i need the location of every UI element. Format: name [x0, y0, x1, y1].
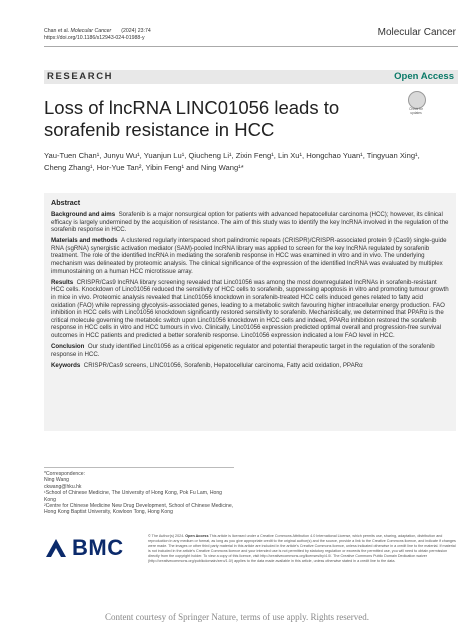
license-copyright: © The Author(s) 2024. — [148, 534, 185, 538]
conclusion-label: Conclusion — [51, 343, 85, 350]
header-divider — [44, 46, 458, 47]
citation-line — [44, 28, 151, 35]
keywords-label: Keywords — [51, 361, 81, 369]
correspondence-notes — [44, 467, 234, 516]
author-list — [44, 150, 444, 174]
citation-authors: Chan et al. — [44, 28, 70, 34]
check-for-updates-badge[interactable] — [404, 91, 428, 117]
background-text: Sorafenib is a major nonsurgical option for patients with advanced hepatocellular carcinoma (HCC); however, its clinical efficacy is largely undermined by the acquisition of resistance. The aim of this study was to identify the key lncRNA involved in the regulation of the sorafenib response in HCC. — [51, 211, 449, 234]
license-open-access: Open Access — [185, 534, 209, 538]
article-title: Loss of lncRNA LINC01056 leads to sorafenib resistance in HCC — [44, 97, 340, 140]
abstract-background — [51, 211, 449, 234]
correspondence-name: Ning Wang — [44, 477, 70, 484]
journal-name: Molecular Cancer — [377, 27, 456, 38]
notes-divider — [44, 467, 234, 468]
results-text: CRISPR/Cas9 lncRNA library screening revealed that Linc01056 was among the most downregulated lncRNAs in sorafenib-resistant HCC cells. Knockdown of Linc01056 reduced the sensitivity of HCC cells to sorafenib, suppressing apoptosis in vitro and promoting tumour growth in mice in vivo. Proteomic analysis revealed that Linc01056 knockdown in sorafenib-treated HCC cells induced genes related to fatty acid oxidation (FAO) while repressing glycolysis-associated genes, leading to a metabolic switch favouring higher intracellular energy production. FAO inhibition in HCC cells with Linc01056 knockdown significantly restored sensitivity to sorafenib. Mechanistically, we determined that PPARα is the critical molecule governing the metabolic switch upon Linc01056 knockdown in HCC cells and indeed, PPARα inhibition restored the sorafenib response in HCC cells in vitro and HCC tumours in vivo. Clinically, Linc01056 expression predicted optimal overall and progression-free survival outcomes in HCC patients and predicted a better sorafenib response. Linc01056 expression indicated a low FAO level in HCC. — [51, 278, 449, 339]
correspondence-label: *Correspondence: — [44, 471, 86, 477]
article-type-bar — [44, 70, 458, 84]
affiliation-2: ²Centre for Chinese Medicine New Drug Development, School of Chinese Medicine, Hong Kong Baptist University, Kowloon Tong, Hong Kong — [44, 503, 234, 516]
abstract-box — [44, 193, 456, 431]
authors-line-2: Cheng Zhang¹, Hor-Yue Tan², Yibin Feng¹ and Ning Wang¹* — [44, 163, 244, 172]
open-access-label: Open Access — [394, 71, 454, 82]
conclusion-text: Our study identified Linc01056 as a critical epigenetic regulator and potential therapeutic target in the regulation of the sorafenib response in HCC. — [51, 343, 435, 358]
check-updates-text: Check for updates — [409, 107, 423, 115]
abstract-results — [51, 279, 449, 340]
bmc-logo — [44, 537, 136, 559]
authors-line-1: Yau-Tuen Chan¹, Junyu Wu¹, Yuanjun Lu¹, Qiucheng Li¹, Zixin Feng¹, Lin Xu¹, Hongchao Yuan¹, Tingyuan Xing¹, — [44, 151, 420, 160]
keywords-text: CRISPR/Cas9 screens, LINC01056, Sorafenib, Hepatocellular carcinoma, Fatty acid oxidation, PPARα — [83, 361, 363, 369]
background-label: Background and aims — [51, 211, 116, 218]
citation-block — [44, 28, 151, 42]
footer-notice: Content courtesy of Springer Nature, terms of use apply. Rights reserved. — [104, 612, 370, 622]
correspondence-email[interactable]: ckwang@hku.hk — [44, 483, 82, 490]
abstract-heading: Abstract — [51, 198, 81, 207]
methods-label: Materials and methods — [51, 237, 118, 245]
article-type: RESEARCH — [47, 71, 114, 82]
abstract-methods — [51, 237, 449, 275]
bmc-logo-text: BMC — [72, 535, 124, 560]
doi-link[interactable]: https://doi.org/10.1186/s12943-024-01988-y — [44, 35, 145, 41]
methods-text: A clustered regularly interspaced short palindromic repeats (CRISPR)/CRISPR-associated protein 9 (Cas9) single-guide RNA (sgRNA) synergistic activation mediator (SAM)-pooled lncRNA library was applied to screen for the key lncRNA regulated by sorafenib treatment. The role of the identified lncRNA in mediating the sorafenib response in HCC was examined in vitro and in vivo. The underlying mechanism was delineated by proteomic analysis. The clinical significance of the expression of the identified lncRNA was evaluated by multiplex immunostaining on a human HCC microtissue array. — [51, 237, 447, 275]
abstract-keywords — [51, 362, 449, 370]
abstract-conclusion — [51, 343, 449, 358]
bmc-logo-mark-icon — [44, 537, 68, 559]
affiliation-1: ¹School of Chinese Medicine, The University of Hong Kong, Pok Fu Lam, Hong Kong — [44, 490, 222, 503]
results-label: Results — [51, 278, 74, 286]
license-text — [148, 534, 458, 564]
license-body: This article is licensed under a Creative Commons Attribution 4.0 International License, which permits use, sharing, adaptation, distribution and reproduction in any medium or format, as long as you give appropriate credit to the original author(s) and the source, provide a link to the Creative Commons licence, and indicate if changes were made. The images or other third party material in this article are included in the article's Creative Commons licence, unless indicated otherwise in a credit line to the material. If material is not included in the article's Creative Commons licence and your intended use is not permitted by statutory regulation or exceeds the permitted use, you will need to obtain permission directly from the copyright holder. To view a copy of this licence, visit http://creativecommons.org/licenses/by/4.0/. The Creative Commons Public Domain Dedication waiver (http://creativecommons.org/publicdomain/zero/1.0/) applies to the data made available in this article, unless otherwise stated in a credit line to the data. — [148, 534, 456, 563]
citation-journal: Molecular Cancer — [70, 28, 112, 34]
citation-volume: (2024) 23:74 — [121, 28, 151, 34]
